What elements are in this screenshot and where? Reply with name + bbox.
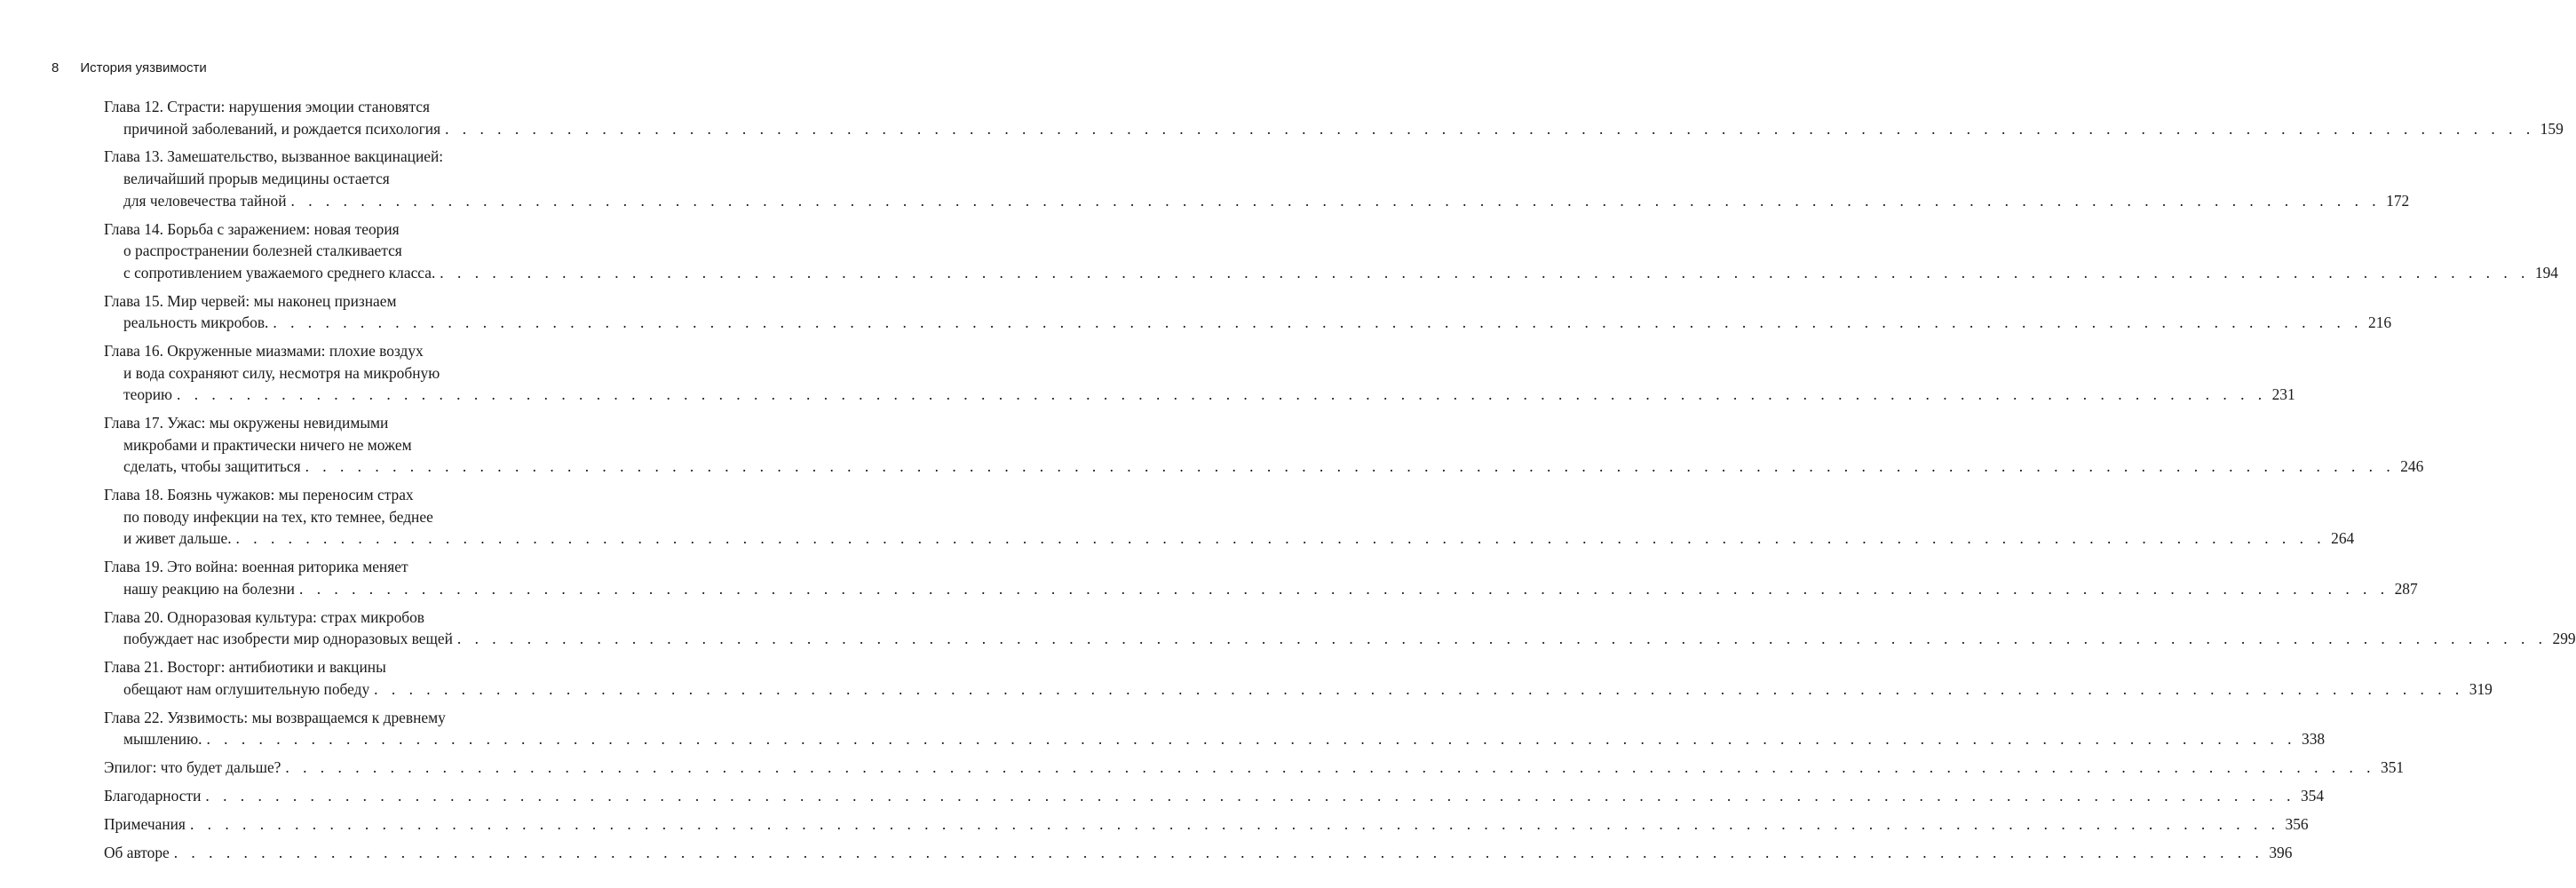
- toc-page-number: 264: [2331, 529, 2355, 548]
- dot-leader: . . . . . . . . . . . . . . . . . . . . . . . . . . . . . . . . . . . . . . . . . . . . . . . . . . . . . . . . . . . . . . . . . . . . . . . . . . . . . . . . . . . . . . . . . . . . . . . . . . . . . . . . . . . . . . . . . . . . . . . .: [235, 529, 2326, 548]
- toc-entry-line: [104, 434, 508, 456]
- toc-entry[interactable]: [104, 785, 2325, 807]
- dot-leader: . . . . . . . . . . . . . . . . . . . . . . . . . . . . . . . . . . . . . . . . . . . . . . . . . . . . . . . . . . . . . . . . . . . . . . . . . . . . . . . . . . . . . . . . . . . . . . . . . . . . . . . . . . . . . . . . . . . . . . . .: [205, 787, 2295, 805]
- toc-page-number: 354: [2300, 787, 2325, 805]
- toc-page-number: 246: [2400, 457, 2424, 476]
- toc-entry[interactable]: [104, 556, 2418, 599]
- toc-entry-title-continued: причиной заболеваний, и рождается психология: [123, 119, 441, 138]
- toc-page-number: 299: [2552, 630, 2576, 648]
- toc-entry[interactable]: [104, 484, 2355, 550]
- toc-entry-title: Глава 15. Мир червей: мы наконец признаем: [104, 291, 397, 310]
- toc-entry-title-continued: по поводу инфекции на тех, кто темнее, беднее: [123, 507, 433, 526]
- toc-page-number: 194: [2534, 263, 2558, 281]
- toc-entry-line: [104, 362, 508, 385]
- toc-entry-line: [104, 168, 508, 190]
- toc-entry-title-continued: теорию: [123, 385, 173, 404]
- toc-entry-title: Глава 18. Боязнь чужаков: мы переносим страх: [104, 486, 414, 504]
- toc-entry-title-continued: и живет дальше.: [123, 529, 232, 548]
- toc-entry-line: [104, 118, 2564, 140]
- toc-entry-title-continued: и вода сохраняют силу, несмотря на микробную: [123, 363, 440, 382]
- toc-entry-line: [104, 757, 2405, 779]
- toc-entry[interactable]: [104, 757, 2405, 779]
- toc-entry-title: Об авторе: [104, 843, 170, 861]
- toc-page-number: 356: [2285, 815, 2309, 834]
- toc-entry-line: [104, 484, 508, 506]
- toc-page-number: 159: [2540, 119, 2564, 138]
- toc-entry-title-continued: обещают нам оглушительную победу: [123, 679, 370, 698]
- toc-entry[interactable]: [104, 842, 2293, 864]
- toc-entry-line: [104, 412, 508, 434]
- dot-leader: . . . . . . . . . . . . . . . . . . . . . . . . . . . . . . . . . . . . . . . . . . . . . . . . . . . . . . . . . . . . . . . . . . . . . . . . . . . . . . . . . . . . . . . . . . . . . . . . . . . . . . . . . . . . . . . . . . . . . . . .: [290, 191, 2382, 210]
- toc-entry-title: Эпилог: что будет дальше?: [104, 758, 281, 777]
- dot-leader: . . . . . . . . . . . . . . . . . . . . . . . . . . . . . . . . . . . . . . . . . . . . . . . . . . . . . . . . . . . . . . . . . . . . . . . . . . . . . . . . . . . . . . . . . . . . . . . . . . . . . . . . . . . . . . . . . . . . . . . .: [440, 263, 2530, 281]
- toc-entry[interactable]: [104, 146, 2410, 211]
- toc-entry-title-continued: с сопротивлением уважаемого среднего класса.: [123, 263, 436, 281]
- toc-entry[interactable]: [104, 813, 2309, 836]
- toc-entry-title: Глава 14. Борьба с заражением: новая теория: [104, 219, 400, 238]
- toc-entry[interactable]: [104, 607, 2576, 650]
- toc-entry-title-continued: нашу реакцию на болезни: [123, 579, 295, 598]
- toc-entry-line: [104, 190, 2410, 212]
- toc-entry[interactable]: [104, 290, 2392, 334]
- toc-entry-line: [104, 290, 508, 313]
- toc-entry-line: [104, 456, 2424, 478]
- toc-page-number: 396: [2269, 843, 2293, 861]
- toc-entry-line: [104, 96, 508, 118]
- toc-entry-title: Глава 20. Одноразовая культура: страх микробов: [104, 607, 425, 626]
- toc-entry-title-continued: для человечества тайной: [123, 191, 287, 210]
- dot-leader: . . . . . . . . . . . . . . . . . . . . . . . . . . . . . . . . . . . . . . . . . . . . . . . . . . . . . . . . . . . . . . . . . . . . . . . . . . . . . . . . . . . . . . . . . . . . . . . . . . . . . . . . . . . . . . . . . . . . . . . .: [206, 730, 2297, 749]
- toc-page-number: 172: [2386, 191, 2410, 210]
- toc-entry-title: Глава 16. Окруженные миазмами: плохие воздух: [104, 342, 424, 361]
- toc-entry-line: [104, 578, 2418, 600]
- toc-entry-line: [104, 506, 508, 528]
- toc-entry[interactable]: [104, 656, 2493, 700]
- toc-page-number: 319: [2469, 679, 2493, 698]
- toc-page-number: 338: [2302, 730, 2326, 749]
- toc-entry[interactable]: [104, 340, 2295, 406]
- toc-entry-line: [104, 607, 508, 629]
- dot-leader: . . . . . . . . . . . . . . . . . . . . . . . . . . . . . . . . . . . . . . . . . . . . . . . . . . . . . . . . . . . . . . . . . . . . . . . . . . . . . . . . . . . . . . . . . . . . . . . . . . . . . . . . . . . . . . . . . . . . . . . .: [189, 815, 2280, 834]
- toc-entry-line: [104, 262, 2558, 284]
- toc-entry-title: Глава 19. Это война: военная риторика меняет: [104, 558, 408, 576]
- dot-leader: . . . . . . . . . . . . . . . . . . . . . . . . . . . . . . . . . . . . . . . . . . . . . . . . . . . . . . . . . . . . . . . . . . . . . . . . . . . . . . . . . . . . . . . . . . . . . . . . . . . . . . . . . . . . . . . . . . . . . . . .: [299, 579, 2390, 598]
- toc-entry-line: [104, 842, 2293, 864]
- dot-leader: . . . . . . . . . . . . . . . . . . . . . . . . . . . . . . . . . . . . . . . . . . . . . . . . . . . . . . . . . . . . . . . . . . . . . . . . . . . . . . . . . . . . . . . . . . . . . . . . . . . . . . . . . . . . . . . . . . . . . . . .: [285, 758, 2375, 777]
- toc-page-number: 287: [2394, 579, 2418, 598]
- toc-entry-line: [104, 656, 508, 678]
- toc-entry-line: [104, 312, 2392, 334]
- toc-entry-line: [104, 527, 2355, 550]
- toc-page-number: 351: [2381, 758, 2405, 777]
- toc-entry-line: [104, 146, 508, 168]
- dot-leader: . . . . . . . . . . . . . . . . . . . . . . . . . . . . . . . . . . . . . . . . . . . . . . . . . . . . . . . . . . . . . . . . . . . . . . . . . . . . . . . . . . . . . . . . . . . . . . . . . . . . . . . . . . . . . . . . . . . . . . . .: [445, 119, 2535, 138]
- dot-leader: . . . . . . . . . . . . . . . . . . . . . . . . . . . . . . . . . . . . . . . . . . . . . . . . . . . . . . . . . . . . . . . . . . . . . . . . . . . . . . . . . . . . . . . . . . . . . . . . . . . . . . . . . . . . . . . . . . . . . . . .: [177, 385, 2267, 404]
- toc-page-number: 231: [2271, 385, 2295, 404]
- dot-leader: . . . . . . . . . . . . . . . . . . . . . . . . . . . . . . . . . . . . . . . . . . . . . . . . . . . . . . . . . . . . . . . . . . . . . . . . . . . . . . . . . . . . . . . . . . . . . . . . . . . . . . . . . . . . . . . . . . . . . . . .: [173, 843, 2264, 861]
- page-number: 8: [52, 60, 59, 75]
- dot-leader: . . . . . . . . . . . . . . . . . . . . . . . . . . . . . . . . . . . . . . . . . . . . . . . . . . . . . . . . . . . . . . . . . . . . . . . . . . . . . . . . . . . . . . . . . . . . . . . . . . . . . . . . . . . . . . . . . . . . . . . .: [374, 679, 2464, 698]
- toc-entry-title-continued: о распространении болезней сталкивается: [123, 242, 402, 260]
- dot-leader: . . . . . . . . . . . . . . . . . . . . . . . . . . . . . . . . . . . . . . . . . . . . . . . . . . . . . . . . . . . . . . . . . . . . . . . . . . . . . . . . . . . . . . . . . . . . . . . . . . . . . . . . . . . . . . . . . . . . . . . .: [305, 457, 2396, 476]
- toc-entry-title: Глава 22. Уязвимость: мы возвращаемся к древнему: [104, 708, 446, 726]
- toc-entry-line: [104, 218, 508, 241]
- toc-entry-title-continued: мышлению.: [123, 730, 202, 749]
- toc-entry[interactable]: [104, 412, 2424, 478]
- toc-entry-title: Глава 12. Страсти: нарушения эмоции становятся: [104, 98, 430, 115]
- running-title: История уязвимости: [80, 60, 207, 75]
- toc-entry[interactable]: [104, 707, 2326, 750]
- toc-entry-line: [104, 707, 508, 729]
- toc-entry-line: [104, 240, 508, 262]
- toc-entry-line: [104, 813, 2309, 836]
- toc-entry-title: Благодарности: [104, 787, 202, 805]
- toc-entry-title: Примечания: [104, 815, 186, 834]
- toc-entry[interactable]: [104, 96, 2564, 139]
- toc-entry-title-continued: сделать, чтобы защититься: [123, 457, 301, 476]
- toc-entry-title-continued: побуждает нас изобрести мир одноразовых вещей: [123, 630, 453, 648]
- dot-leader: . . . . . . . . . . . . . . . . . . . . . . . . . . . . . . . . . . . . . . . . . . . . . . . . . . . . . . . . . . . . . . . . . . . . . . . . . . . . . . . . . . . . . . . . . . . . . . . . . . . . . . . . . . . . . . . . . . . . . . . .: [273, 313, 2363, 332]
- toc-entry-title-continued: микробами и практически ничего не можем: [123, 435, 412, 454]
- toc-entry[interactable]: [104, 218, 2558, 284]
- toc-entry-line: [104, 384, 2295, 406]
- toc-page-number: 216: [2368, 313, 2392, 332]
- table-of-contents: [104, 96, 2576, 870]
- toc-entry-title: Глава 21. Восторг: антибиотики и вакцины: [104, 658, 386, 677]
- toc-entry-title: Глава 17. Ужас: мы окружены невидимыми: [104, 414, 389, 432]
- toc-entry-line: [104, 628, 2576, 650]
- toc-entry-line: [104, 678, 2493, 701]
- toc-entry-title: Глава 13. Замешательство, вызванное вакцинацией:: [104, 147, 444, 166]
- toc-entry-line: [104, 728, 2326, 750]
- toc-entry-title-continued: величайший прорыв медицины остается: [123, 170, 390, 188]
- running-header: [52, 60, 207, 75]
- dot-leader: . . . . . . . . . . . . . . . . . . . . . . . . . . . . . . . . . . . . . . . . . . . . . . . . . . . . . . . . . . . . . . . . . . . . . . . . . . . . . . . . . . . . . . . . . . . . . . . . . . . . . . . . . . . . . . . . . . . . . . . .: [456, 630, 2548, 648]
- toc-entry-line: [104, 340, 508, 362]
- toc-entry-line: [104, 556, 508, 578]
- toc-entry-title-continued: реальность микробов.: [123, 313, 269, 332]
- toc-entry-line: [104, 785, 2325, 807]
